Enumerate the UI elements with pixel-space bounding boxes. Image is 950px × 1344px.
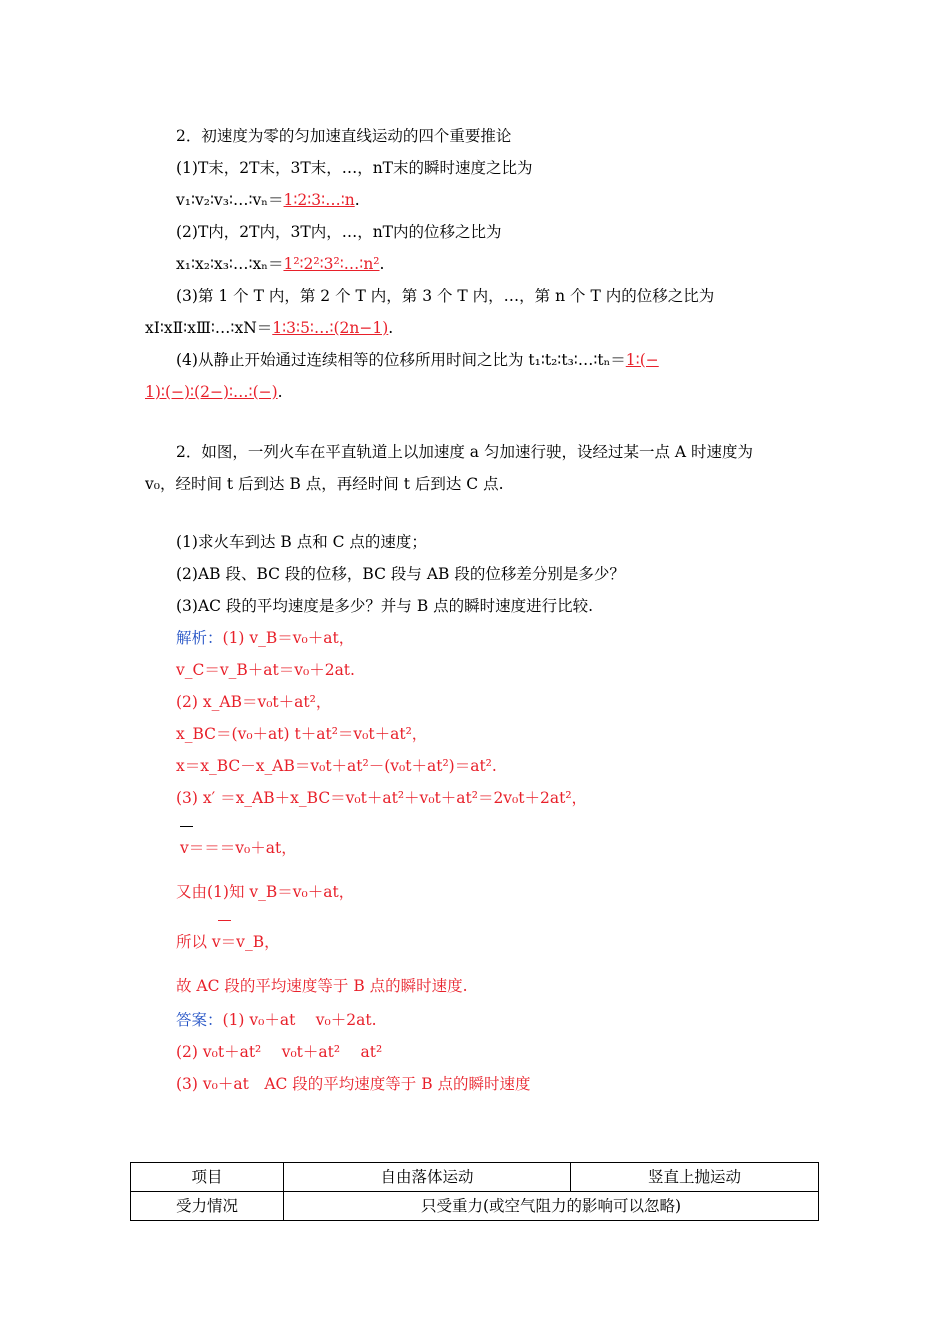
- p4-period: .: [277, 383, 283, 401]
- analysis-a1: (1) v_B＝v₀＋at，: [222, 629, 355, 647]
- p3-intro: (3)第 1 个 T 内，第 2 个 T 内，第 3 个 T 内，…，第 n 个 T 内的位移之比为: [176, 287, 715, 305]
- p2-answer: 1²∶2²∶3²∶…∶n²: [283, 255, 380, 273]
- table-header-cell: 自由落体运动: [284, 1163, 571, 1192]
- p1-period: .: [354, 191, 360, 209]
- answer-1: (1) v₀＋at v₀＋2at.: [222, 1011, 377, 1029]
- analysis-a5: x＝x_BC－x_AB＝v₀t＋at²－(v₀t＋at²)＝at².: [176, 757, 497, 775]
- p4-intro: (4)从静止开始通过连续相等的位移所用时间之比为 t₁∶t₂∶t₃∶…∶tₙ＝: [176, 351, 626, 369]
- p4-answer-a: 1∶(−: [625, 351, 659, 369]
- table-row-label: 受力情况: [131, 1192, 284, 1221]
- p2-line: [176, 254, 384, 274]
- p3-period: .: [388, 319, 394, 337]
- analysis-label: 解析：: [176, 629, 223, 647]
- analysis-a8: 又由(1)知 v_B＝v₀＋at，: [176, 883, 355, 901]
- sub-question-1: (1)求火车到达 B 点和 C 点的速度；: [176, 533, 427, 551]
- analysis-a10: 故 AC 段的平均速度等于 B 点的瞬时速度.: [176, 977, 468, 995]
- comparison-table: [130, 1162, 819, 1221]
- section1-heading: 2．初速度为零的匀加速直线运动的四个重要推论: [176, 127, 512, 145]
- sub-question-2: (2)AB 段、BC 段的位移，BC 段与 AB 段的位移差分别是多少？: [176, 565, 625, 583]
- p1-line: [176, 190, 360, 210]
- analysis-a3: (2) x_AB＝v₀t＋at²，: [176, 693, 332, 711]
- p2-period: .: [379, 255, 385, 273]
- analysis-line-1: [176, 628, 354, 648]
- answer-line-1: [176, 1010, 377, 1030]
- p4-line2: [145, 382, 283, 402]
- answer-label: 答案：: [176, 1011, 223, 1029]
- table-header-cell: 项目: [131, 1163, 284, 1192]
- p4-line1: [176, 350, 659, 370]
- table-header-cell: 竖直上抛运动: [571, 1163, 819, 1192]
- analysis-a4: x_BC＝(v₀＋at) t＋at²＝v₀t＋at²，: [176, 725, 428, 743]
- table-row-value: 只受重力(或空气阻力的影响可以忽略): [284, 1192, 819, 1221]
- answer-2: (2) v₀t＋at² v₀t＋at² at²: [176, 1043, 383, 1061]
- p3-answer: 1∶3∶5∶…∶(2n−1): [272, 319, 389, 337]
- p2-intro: (2)T内，2T内，3T内，…，nT内的位移之比为: [176, 223, 502, 241]
- sub-question-3: (3)AC 段的平均速度是多少？并与 B 点的瞬时速度进行比较.: [176, 597, 594, 615]
- mean-bar-1: [180, 826, 193, 827]
- analysis-a7: v＝＝＝v₀＋at，: [180, 839, 297, 857]
- table-row: [131, 1192, 819, 1221]
- p4-answer-b: 1)∶(−)∶(2−)∶…∶(−): [145, 383, 278, 401]
- analysis-a6: (3) x′ ＝x_AB＋x_BC＝v₀t＋at²＋v₀t＋at²＝2v₀t＋2at²，: [176, 789, 588, 807]
- p2-formula: x₁∶x₂∶x₃∶…∶xₙ＝: [176, 255, 284, 273]
- p3-formula: xⅠ∶xⅡ∶xⅢ∶…∶xN＝: [145, 319, 273, 337]
- p3-line: [145, 318, 393, 338]
- analysis-a9: 所以 v＝v_B，: [176, 933, 280, 951]
- answer-3: (3) v₀＋at AC 段的平均速度等于 B 点的瞬时速度: [176, 1075, 531, 1093]
- question-line1: 2．如图，一列火车在平直轨道上以加速度 a 匀加速行驶，设经过某一点 A 时速度为: [176, 443, 754, 461]
- question-line2: v₀，经时间 t 后到达 B 点，再经时间 t 后到达 C 点.: [145, 475, 504, 493]
- analysis-a2: v_C＝v_B＋at＝v₀＋2at.: [176, 661, 355, 679]
- p1-answer: 1∶2∶3∶…∶n: [283, 191, 355, 209]
- p1-formula: v₁∶v₂∶v₃∶…∶vₙ＝: [176, 191, 284, 209]
- p1-intro: (1)T末，2T末，3T末，…，nT末的瞬时速度之比为: [176, 159, 533, 177]
- table-header-row: [131, 1163, 819, 1192]
- mean-bar-2: [218, 920, 231, 921]
